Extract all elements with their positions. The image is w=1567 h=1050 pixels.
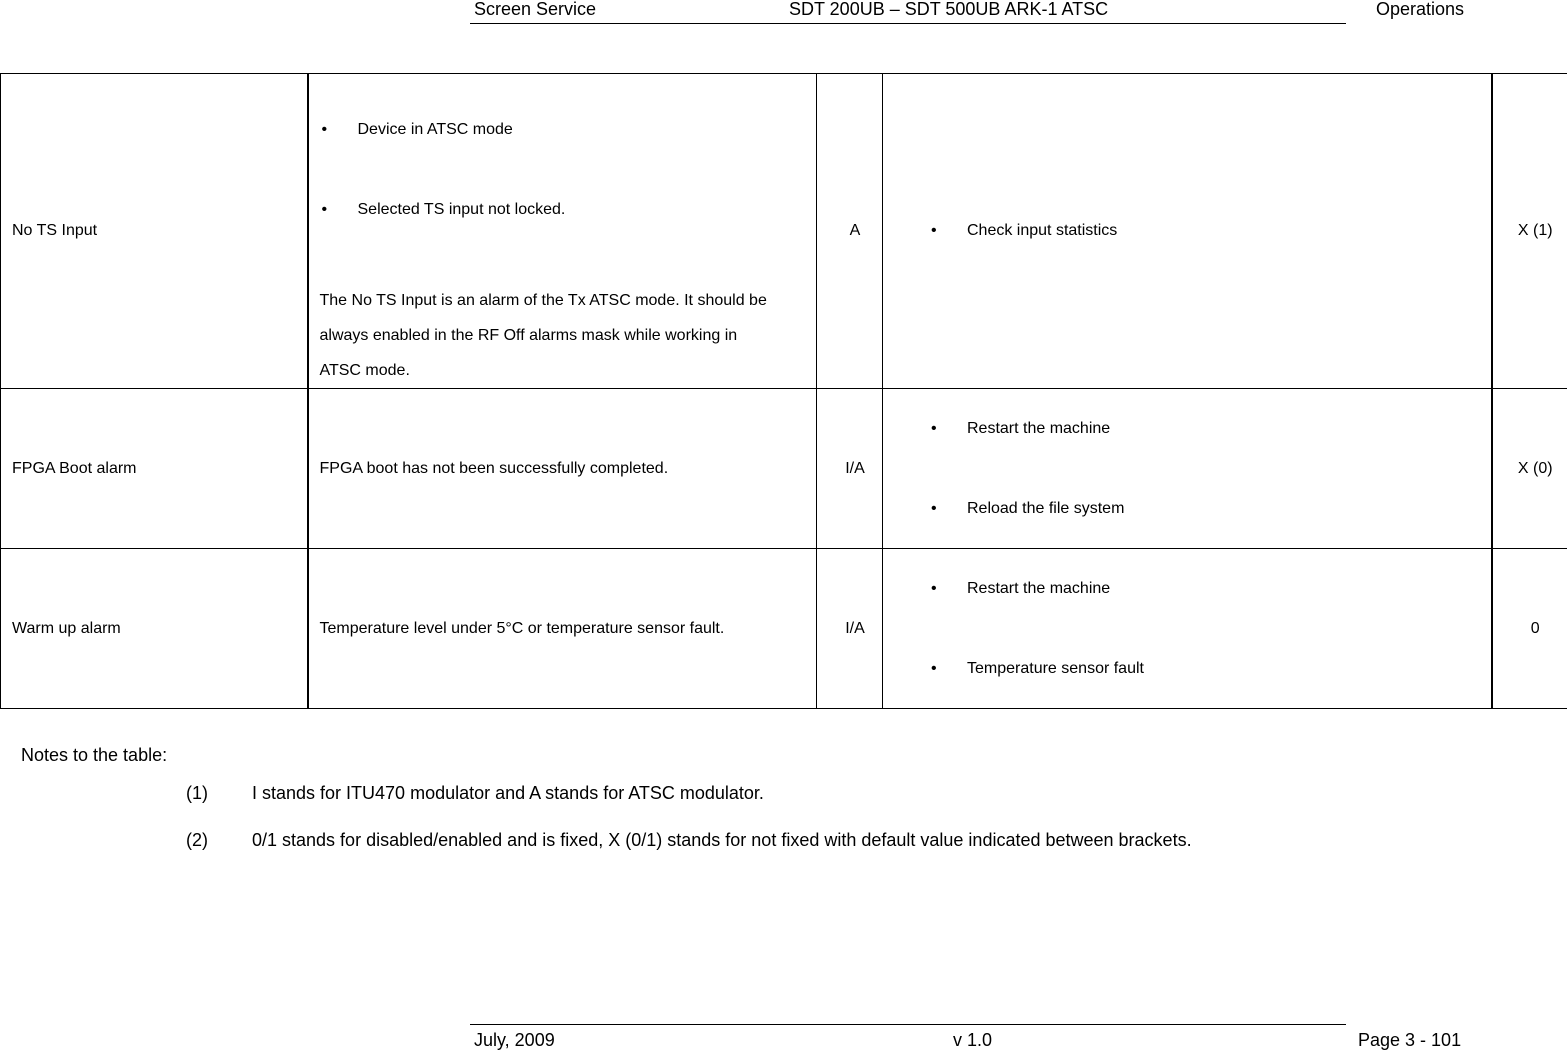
list-item: • Selected TS input not locked. [320,200,817,220]
list-item: • Restart the machine [929,419,1491,439]
action-list [929,419,1491,519]
list-item: • Temperature sensor fault [929,659,1491,679]
list-item: • Reload the file system [929,499,1491,519]
footer-page-number: Page 3 - 101 [1358,1030,1462,1050]
alarm-description: Temperature level under 5°C or temperature sensor fault. [308,549,817,709]
alarm-default: X (1) [1492,74,1567,389]
footer-rule [470,1024,1346,1025]
alarm-actions [883,74,1492,389]
notes-title: Notes to the table: [21,745,168,765]
alarm-description [308,74,817,389]
footer-date: July, 2009 [474,1030,555,1050]
alarm-actions [883,549,1492,709]
alarm-table [0,73,1567,709]
header-section-title: Screen Service [474,0,597,19]
note-text: 0/1 stands for disabled/enabled and is fixed, X (0/1) stands for not fixed with default value indicated between brackets. [252,830,1192,850]
list-item: • Restart the machine [929,579,1491,599]
alarm-description: FPGA boot has not been successfully completed. [308,389,817,549]
alarm-note: The No TS Input is an alarm of the Tx ATSC mode. It should be always enabled in the RF Off alarms mask while working in ATSC mode. [319,292,767,379]
note-number: (1) [186,783,208,803]
header-chapter: Operations [1376,0,1465,19]
note-item [186,783,764,803]
list-item: • Check input statistics [929,221,1491,241]
alarm-default: X (0) [1492,389,1567,549]
alarm-type: A [817,74,883,389]
footer-version: v 1.0 [953,1030,993,1050]
action-list [929,221,1491,241]
table-row [1,549,1567,709]
table-row [1,389,1567,549]
alarm-type: I/A [817,549,883,709]
list-item: • Device in ATSC mode [320,120,817,140]
alarm-name: FPGA Boot alarm [1,389,308,549]
table-row [1,74,1567,389]
note-text: I stands for ITU470 modulator and A stands for ATSC modulator. [252,783,764,803]
alarm-actions [883,389,1492,549]
alarm-name: No TS Input [1,74,308,389]
alarm-name: Warm up alarm [1,549,308,709]
note-item [186,830,1192,850]
condition-list [320,120,817,220]
action-list [929,579,1491,679]
header-rule [470,23,1346,24]
alarm-default: 0 [1492,549,1567,709]
header-document-title: SDT 200UB – SDT 500UB ARK-1 ATSC [789,0,1109,19]
alarm-type: I/A [817,389,883,549]
note-number: (2) [186,830,208,850]
